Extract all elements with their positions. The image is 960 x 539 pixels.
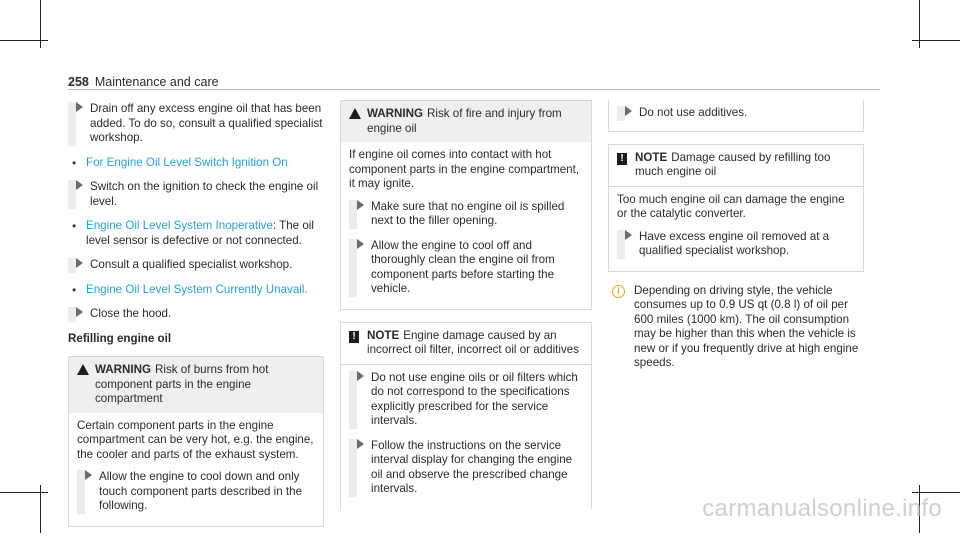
step-arrow-icon [357,239,364,249]
step-arrow-icon [76,307,83,317]
bullet-icon: • [72,219,77,233]
step-arrow-icon [76,258,83,268]
step: Have excess engine oil removed at a qualified specialist workshop. [617,230,855,259]
step: Switch on the ignition to check the engine oil level. [68,180,324,209]
note-box: ! NOTE Damage caused by refilling too much engine oil Too much engine oil can damage the engine or the catalytic converter. Have excess engine oil removed at a qualified specialist workshop. [608,144,864,272]
crop-mark [0,40,48,41]
step-arrow-icon [76,102,83,112]
step: Allow the engine to cool down and only touch component parts described in the following. [77,470,315,514]
step: Close the hood. [68,307,324,322]
step: Allow the engine to cool off and thoroughly clean the engine oil from component parts before starting the vehicle. [349,239,583,297]
step: Follow the instructions on the service interval display for changing the engine oil and observe the prescribed change intervals. [349,439,583,497]
note-box: ! NOTE Engine damage caused by an incorrect oil filter, incorrect oil or additives Do not use engine oils or oil filters which do not correspond to the specifications explicitly prescribed for the service intervals. Follow the instructions on the service interval display for changing the engine oil and observe the prescribed change intervals. [340,322,592,509]
warning-box: WARNING Risk of burns from hot component parts in the engine compartment Certain component parts in the engine compartment can be very hot, e.g. the engine, the cooler and parts of the exhaust system. Allow the engine to cool down and only touch component parts described in the following. [68,356,324,527]
message-link[interactable]: For Engine Oil Level Switch Ignition On [86,155,288,169]
step-arrow-icon [625,230,632,240]
step-arrow-icon [357,200,364,210]
step: Do not use engine oils or oil filters which do not correspond to the specifications explicitly prescribed for the service intervals. [349,371,583,429]
page-number: 258 [68,75,89,89]
column-1 [68,102,324,539]
list-item: • Engine Oil Level System Inoperative: The oil level sensor is defective or not connected. [68,219,324,248]
step: Consult a qualified specialist workshop. [68,258,324,273]
step: Drain off any excess engine oil that has been added. To do so, consult a qualified specialist workshop. [68,102,324,146]
warning-icon [77,364,89,375]
message-link[interactable]: Engine Oil Level System Inoperative [86,219,273,232]
column-3 [608,100,864,381]
message-link[interactable]: Engine Oil Level System Currently Unavail. [86,282,308,296]
note-continuation-box [608,100,864,132]
info-paragraph: i Depending on driving style, the vehicle consumes up to 0.9 US qt (0.8 l) of oil per 600 miles (1000 km). The oil consumption may be higher than this when the vehicle is new or if you frequently drive at high engine speeds. [608,284,864,371]
info-icon: i [612,285,625,298]
watermark: carmanualsonline.info [702,495,942,522]
step: Make sure that no engine oil is spilled next to the filler opening. [349,200,583,229]
bullet-icon: • [72,155,77,170]
step-arrow-icon [357,371,364,381]
column-2 [340,100,592,521]
crop-mark [912,492,960,493]
list-item [68,283,324,298]
warning-icon [349,108,361,119]
step-arrow-icon [85,470,92,480]
notice-icon: ! [349,331,359,343]
subheading: Refilling engine oil [68,331,172,345]
step-arrow-icon [625,106,632,116]
step: Do not use additives. [617,106,855,121]
warning-box: WARNING Risk of fire and injury from engine oil If engine oil comes into contact with hot component parts in the engine compartment, it may ignite. Make sure that no engine oil is spilled next to the filler opening. Allow the engine to cool off and thoroughly clean the engine oil from component parts before starting the vehicle. [340,100,592,310]
step-arrow-icon [76,180,83,190]
section-title: Maintenance and care [94,75,219,89]
bullet-icon: • [72,282,77,297]
step-arrow-icon [357,439,364,449]
notice-icon: ! [617,153,627,165]
crop-mark [0,492,48,493]
list-item [68,156,324,171]
page-header [68,75,219,89]
header-divider [68,89,880,90]
crop-mark [912,40,960,41]
